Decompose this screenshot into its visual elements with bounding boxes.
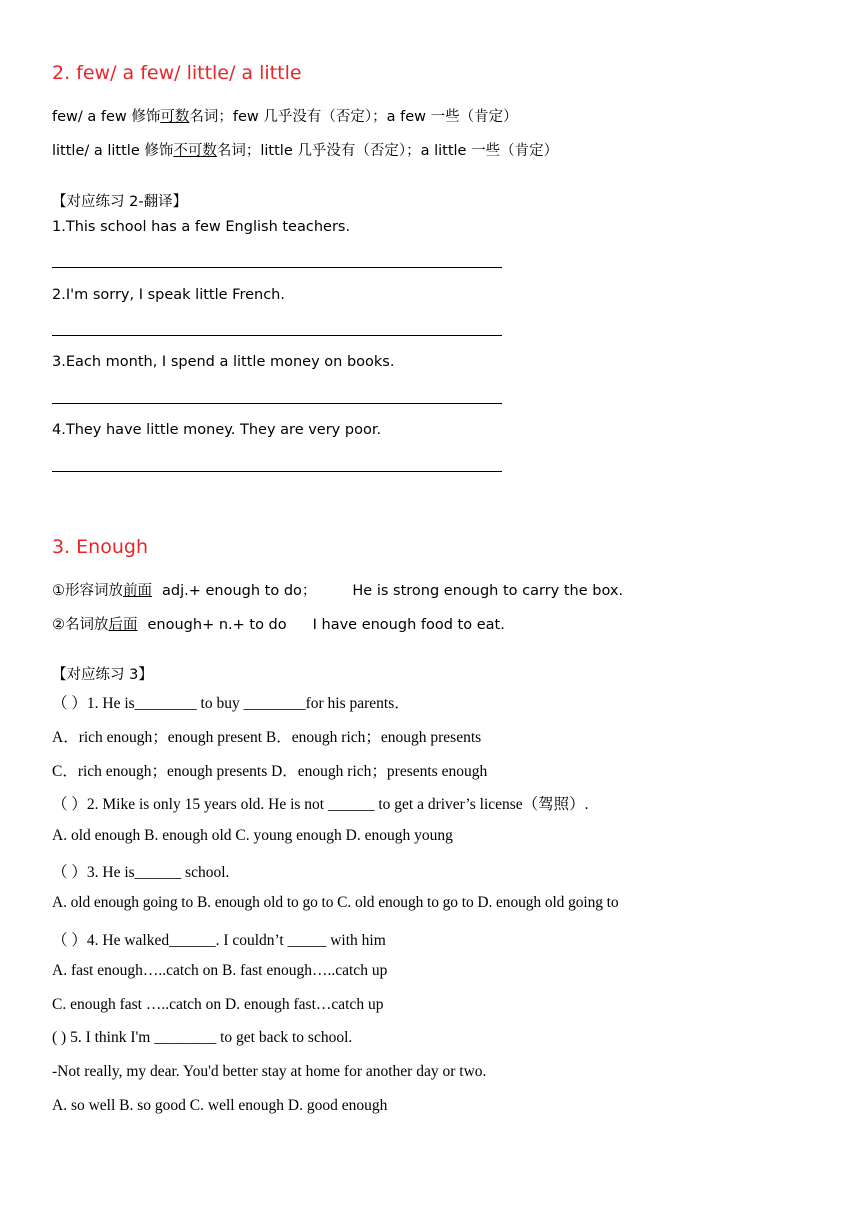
question-4: （ ）4. He walked______. I couldn’t _____ with him — [52, 932, 386, 949]
rule-enough-adj-pre: ①形容词放 — [52, 583, 123, 599]
rule-little — [52, 139, 558, 160]
question-4-options-cd: C. enough fast …..catch on D. enough fast…catch up — [52, 996, 384, 1013]
rule-little-pre: little/ a little 修饰 — [52, 143, 174, 159]
rule-enough-adj-pattern: adj.+ enough to do； — [162, 583, 317, 599]
question-1-options-ab: A．rich enough；enough present B．enough rich；enough presents — [52, 729, 482, 746]
translation-sentence-1: 1.This school has a few English teachers. — [52, 219, 351, 235]
question-3: （ ）3. He is______ school. — [52, 864, 230, 881]
question-5-dialogue: -Not really, my dear. You'd better stay at home for another day or two. — [52, 1063, 487, 1080]
rule-enough-adj-example: He is strong enough to carry the box. — [352, 583, 624, 599]
question-5: ( ) 5. I think I'm ________ to get back to school. — [52, 1029, 353, 1046]
question-4-options-ab: A. fast enough…..catch on B. fast enough…..catch up — [52, 962, 388, 979]
rule-enough-noun-pattern: enough+ n.+ to do — [147, 617, 287, 633]
answer-line-2[interactable] — [52, 335, 502, 336]
translation-sentence-2: 2.I'm sorry, I speak little French. — [52, 287, 285, 303]
rule-enough-adj — [52, 579, 623, 600]
rule-few-pre: few/ a few 修饰 — [52, 109, 161, 125]
question-3-options: A. old enough going to B. enough old to go to C. old enough to go to D. enough old going to — [52, 894, 619, 911]
rule-enough-adj-underlined: 前面 — [123, 583, 152, 599]
question-5-options: A. so well B. so good C. well enough D. good enough — [52, 1097, 388, 1114]
practice-3-title: 【对应练习 3】 — [52, 667, 153, 683]
answer-line-3[interactable] — [52, 403, 502, 404]
question-2-options: A. old enough B. enough old C. young enough D. enough young — [52, 827, 453, 844]
rule-few-post: 名词；few 几乎没有（否定）；a few 一些（肯定） — [189, 109, 518, 125]
section-3-heading: 3. Enough — [52, 536, 148, 558]
rule-enough-noun-example: I have enough food to eat. — [312, 617, 505, 633]
question-1-options-cd: C．rich enough；enough presents D．enough rich；presents enough — [52, 763, 488, 780]
translation-sentence-4: 4.They have little money. They are very poor. — [52, 422, 382, 438]
rule-little-underlined: 不可数 — [173, 143, 217, 159]
rule-few-underlined: 可数 — [160, 109, 190, 125]
rule-few — [52, 105, 518, 126]
practice-2-title: 【对应练习 2-翻译】 — [52, 194, 188, 210]
translation-sentence-3: 3.Each month, I spend a little money on books. — [52, 354, 395, 370]
question-1: （ ）1. He is________ to buy ________for his parents． — [52, 695, 410, 712]
rule-enough-noun — [52, 613, 505, 634]
question-2: （ ）2. Mike is only 15 years old. He is not ______ to get a driver’s license（驾照）. — [52, 796, 589, 813]
answer-line-4[interactable] — [52, 471, 502, 472]
rule-little-post: 名词；little 几乎没有（否定）；a little 一些（肯定） — [216, 143, 559, 159]
answer-line-1[interactable] — [52, 267, 502, 268]
section-2-heading: 2. few/ a few/ little/ a little — [52, 62, 302, 84]
rule-enough-noun-underlined: 后面 — [108, 617, 138, 633]
rule-enough-noun-pre: ②名词放 — [52, 617, 109, 633]
